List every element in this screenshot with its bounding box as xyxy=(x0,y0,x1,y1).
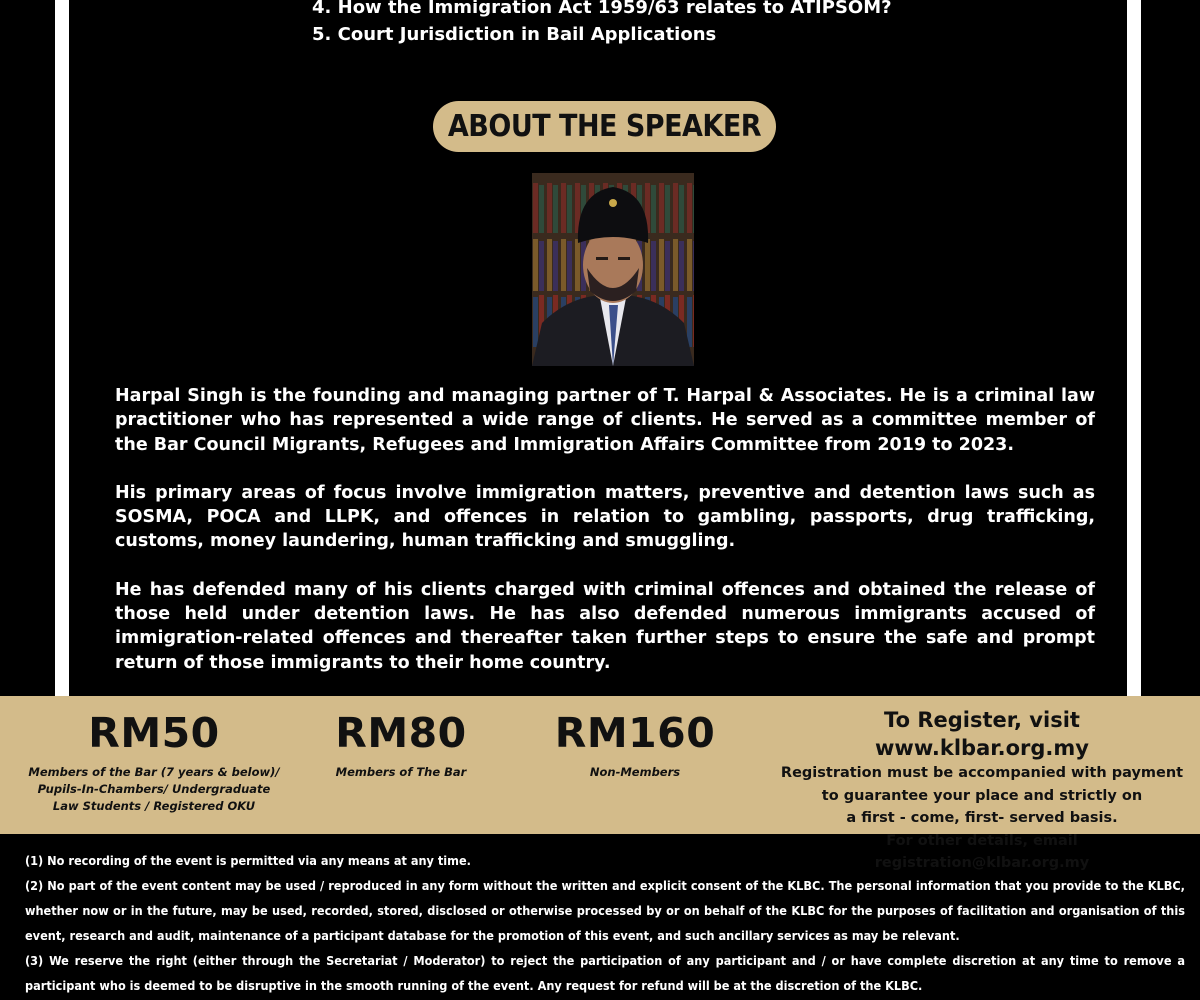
terms-and-conditions xyxy=(25,848,1185,998)
price-tier-rm50 xyxy=(20,708,288,815)
price-tier-rm160 xyxy=(540,708,730,781)
register-link[interactable]: To Register, visit www.klbar.org.my xyxy=(875,708,1089,760)
about-speaker-heading: ABOUT THE SPEAKER xyxy=(433,101,776,152)
bio-paragraph: Harpal Singh is the founding and managing partner of T. Harpal & Associates. He is a criminal law practitioner who has represented a wide range of clients. He served as a committee member of the Bar Council Migrants, Refugees and Immigration Affairs Committee from 2019 to 2023. xyxy=(115,386,1095,455)
bio-paragraph: His primary areas of focus involve immigration matters, preventive and detention laws such as SOSMA, POCA and LLPK, and offences in relation to gambling, passports, drug trafficking, customs, money laundering, human trafficking and smuggling. xyxy=(115,482,1095,552)
term-item: (3) We reserve the right (either through the Secretariat / Moderator) to reject the participation of any participant and / or have complete discretion at any time to remove a participant who is deemed to be disruptive in the smooth running of the event. Any request for refund will be at the discretion of the KLBC. xyxy=(25,953,1185,993)
bio-paragraph: He has defended many of his clients charged with criminal offences and obtained the release of those held under detention laws. He has also defended numerous immigrants accused of immigration-related offences and thereafter taken further steps to ensure the safe and prompt return of those immigrants to their home country. xyxy=(115,579,1095,673)
price-description: Members of the Bar (7 years & below)/ Pupils-In-Chambers/ Undergraduate Law Students / Registered OKU xyxy=(28,765,280,813)
speaker-portrait xyxy=(532,173,694,366)
price-amount: RM160 xyxy=(554,709,716,757)
topic-item: 4. How the Immigration Act 1959/63 relates to ATIPSOM? xyxy=(312,0,892,18)
topic-list xyxy=(312,0,892,48)
topic-item: 5. Court Jurisdiction in Bail Applications xyxy=(312,24,717,45)
frame-border-left xyxy=(55,0,69,696)
register-email[interactable]: For other details, email registration@klbar.org.my xyxy=(874,832,1090,871)
frame-border-right xyxy=(1127,0,1141,696)
price-description: Non-Members xyxy=(589,765,681,779)
price-amount: RM50 xyxy=(88,709,220,757)
register-line: Registration must be accompanied with payment xyxy=(780,765,1184,781)
speaker-bio xyxy=(115,384,1095,699)
price-tier-rm80 xyxy=(318,708,484,781)
register-line: a first - come, first- served basis. xyxy=(846,810,1118,826)
term-item: (2) No part of the event content may be used / reproduced in any form without the written and explicit consent of the KLBC. The personal information that you provide to the KLBC, whether now or in the future, may be used, recorded, stored, disclosed or otherwise processed by or on behalf of the KLBC for the purposes of facilitation and organisation of this event, research and audit, maintenance of a participant database for the promotion of this event, and such ancillary services as may be relevant. xyxy=(25,878,1185,943)
term-item: (1) No recording of the event is permitted via any means at any time. xyxy=(25,853,471,868)
price-description: Members of The Bar xyxy=(335,765,467,779)
price-amount: RM80 xyxy=(335,709,467,757)
register-line: to guarantee your place and strictly on xyxy=(821,787,1143,804)
